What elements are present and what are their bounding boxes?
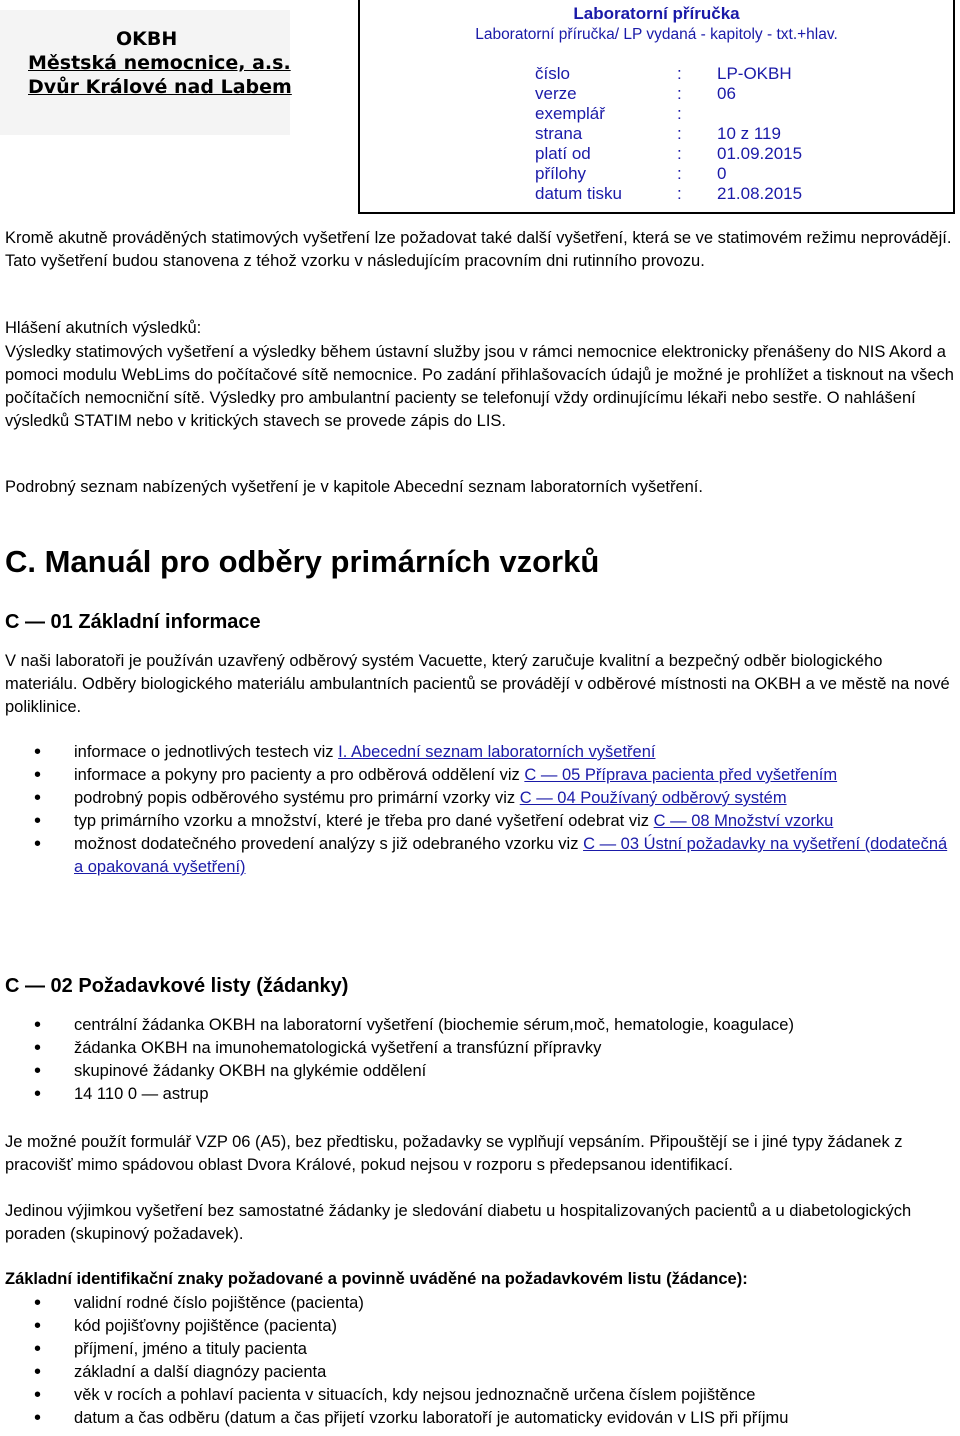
- meta-value: 21.08.2015: [717, 184, 803, 203]
- meta-key: strana: [535, 124, 583, 143]
- logo-line-okbh: OKBH: [116, 28, 178, 50]
- list-item: [0, 787, 955, 810]
- list-item: • validní rodné číslo pojištěnce (pacienta): [0, 1292, 955, 1315]
- c02-paragraph-forms: Je možné použít formulář VZP 06 (A5), bez předtisku, požadavky se vyplňují vepsáním. Připouštějí se i jiné typy žádanek z pracovišť mimo spádovou oblast Dvora Králové, pokud nejsou v rozporu s předepsanou identifikací.: [5, 1133, 903, 1174]
- detail-paragraph: Podrobný seznam nabízených vyšetření je v kapitole Abecední seznam laboratorních vyšetření.: [5, 478, 703, 496]
- meta-value: 01.09.2015: [717, 144, 803, 163]
- link-abecedni-seznam[interactable]: I. Abecední seznam laboratorních vyšetření: [338, 743, 656, 761]
- c02-request-forms-list: [0, 1014, 955, 1106]
- link-priprava-pacienta[interactable]: C — 05 Příprava pacienta před vyšetřením: [524, 766, 838, 784]
- list-item: [0, 810, 955, 833]
- meta-key: přílohy: [535, 164, 587, 183]
- meta-colon: :: [677, 164, 682, 183]
- list-item: [0, 833, 955, 879]
- list-item: • kód pojišťovny pojištěnce (pacienta): [0, 1315, 955, 1338]
- list-item-text: možnost dodatečného provedení analýzy s již odebraného vzorku viz: [74, 835, 584, 853]
- handbook-title: Laboratorní příručka: [573, 4, 740, 23]
- list-item: [0, 764, 955, 787]
- logo-line-hospital: Městská nemocnice, a.s.: [28, 52, 291, 74]
- list-item: • skupinové žádanky OKBH na glykémie oddělení: [0, 1060, 955, 1083]
- meta-value: 06: [717, 84, 736, 103]
- list-item-text: informace a pokyny pro pacienty a pro odběrová oddělení viz: [74, 766, 525, 784]
- meta-value: 10 z 119: [717, 124, 781, 143]
- document-header-box: [358, 0, 955, 214]
- meta-key: exemplář: [535, 104, 605, 123]
- c01-paragraph: V naši laboratoři je používán uzavřený odběrový systém Vacuette, který zaručuje kvalitní a bezpečný odběr biologického materiálu. Odběry biologického materiálu ambulantních pacientů se provádějí v odběrové místnosti na OKBH a ve městě na nové poliklinice.: [5, 652, 950, 716]
- meta-value: LP-OKBH: [717, 64, 792, 83]
- meta-colon: :: [677, 64, 682, 83]
- list-item: • příjmení, jméno a tituly pacienta: [0, 1338, 955, 1361]
- list-item: • základní a další diagnózy pacienta: [0, 1361, 955, 1384]
- handbook-subtitle: Laboratorní příručka/ LP vydaná - kapitoly - txt.+hlav.: [475, 26, 838, 43]
- link-odberovy-system[interactable]: C — 04 Používaný odběrový systém: [519, 789, 787, 807]
- meta-key: číslo: [535, 64, 570, 83]
- report-heading: Hlášení akutních výsledků:: [5, 319, 202, 337]
- logo-line-city: Dvůr Králové nad Labem: [28, 76, 292, 98]
- identification-heading: Základní identifikační znaky požadované a povinně uváděné na požadavkovém listu (žádance):: [5, 1270, 748, 1288]
- c02-paragraph-exception: Jedinou výjimkou vyšetření bez samostatné žádanky je sledování diabetu u hospitalizovaných pacientů a u diabetologických poraden (skupinový požadavek).: [5, 1202, 912, 1243]
- intro-paragraph: Kromě akutně prováděných statimových vyšetření lze požadovat také další vyšetření, která se ve statimovém režimu neprovádějí. Tato vyšetření budou stanovena z téhož vzorku v následujícím pracovním dni rutinního provozu.: [5, 229, 952, 270]
- list-item: • 14 110 0 — astrup: [0, 1083, 955, 1106]
- list-item-text: typ primárního vzorku a množství, které je třeba pro dané vyšetření odebrat viz: [74, 812, 654, 830]
- meta-colon: :: [677, 104, 682, 123]
- meta-value: 0: [717, 164, 727, 183]
- report-paragraph: Výsledky statimových vyšetření a výsledky během ústavní služby jsou v rámci nemocnice elektronicky přenášeny do NIS Akord a pomoci modulu WebLims do počítačové sítě nemocnice. Po zadání přihlašovacích údajů je možné je prohlížet a tisknout na všech počítačích nemocniční sítě. Výsledky pro ambulantní pacienty se telefonují vždy ordinujícímu lékaři nebo sestře. O nahlášení výsledků STATIM nebo v kritických stavech se provede zápis do LIS.: [5, 343, 954, 430]
- section-c02-heading: C — 02 Požadavkové listy (žádanky): [5, 975, 349, 997]
- list-item-text: informace o jednotlivých testech viz: [74, 743, 339, 761]
- meta-colon: :: [677, 144, 682, 163]
- identification-list: [0, 1292, 955, 1430]
- meta-colon: :: [677, 124, 682, 143]
- link-mnozstvi-vzorku[interactable]: C — 08 Množství vzorku: [653, 812, 834, 830]
- list-item: • věk v rocích a pohlaví pacienta v situacích, kdy nejsou jednoznačně určena číslem pojištěnce: [0, 1384, 955, 1407]
- meta-key: platí od: [535, 144, 591, 163]
- section-c01-heading: C — 01 Základní informace: [5, 611, 261, 633]
- c01-reference-list: [0, 741, 955, 879]
- meta-colon: :: [677, 84, 682, 103]
- meta-key: datum tisku: [535, 184, 622, 203]
- chapter-c-heading: C. Manuál pro odběry primárních vzorků: [5, 544, 600, 579]
- list-item: • datum a čas odběru (datum a čas přijetí vzorku laboratoří je automaticky evidován v LIS při příjmu: [0, 1407, 955, 1430]
- link-ustni-pozadavky[interactable]: C — 03 Ústní požadavky na vyšetření (dodatečná a opakovaná vyšetření): [74, 835, 948, 876]
- list-item: • žádanka OKBH na imunohematologická vyšetření a transfúzní přípravky: [0, 1037, 955, 1060]
- meta-key: verze: [535, 84, 577, 103]
- hospital-logo: [0, 10, 290, 135]
- list-item: [0, 741, 955, 764]
- list-item-text: podrobný popis odběrového systému pro primární vzorky viz: [74, 789, 520, 807]
- list-item: • centrální žádanka OKBH na laboratorní vyšetření (biochemie sérum,moč, hematologie, koagulace): [0, 1014, 955, 1037]
- meta-colon: :: [677, 184, 682, 203]
